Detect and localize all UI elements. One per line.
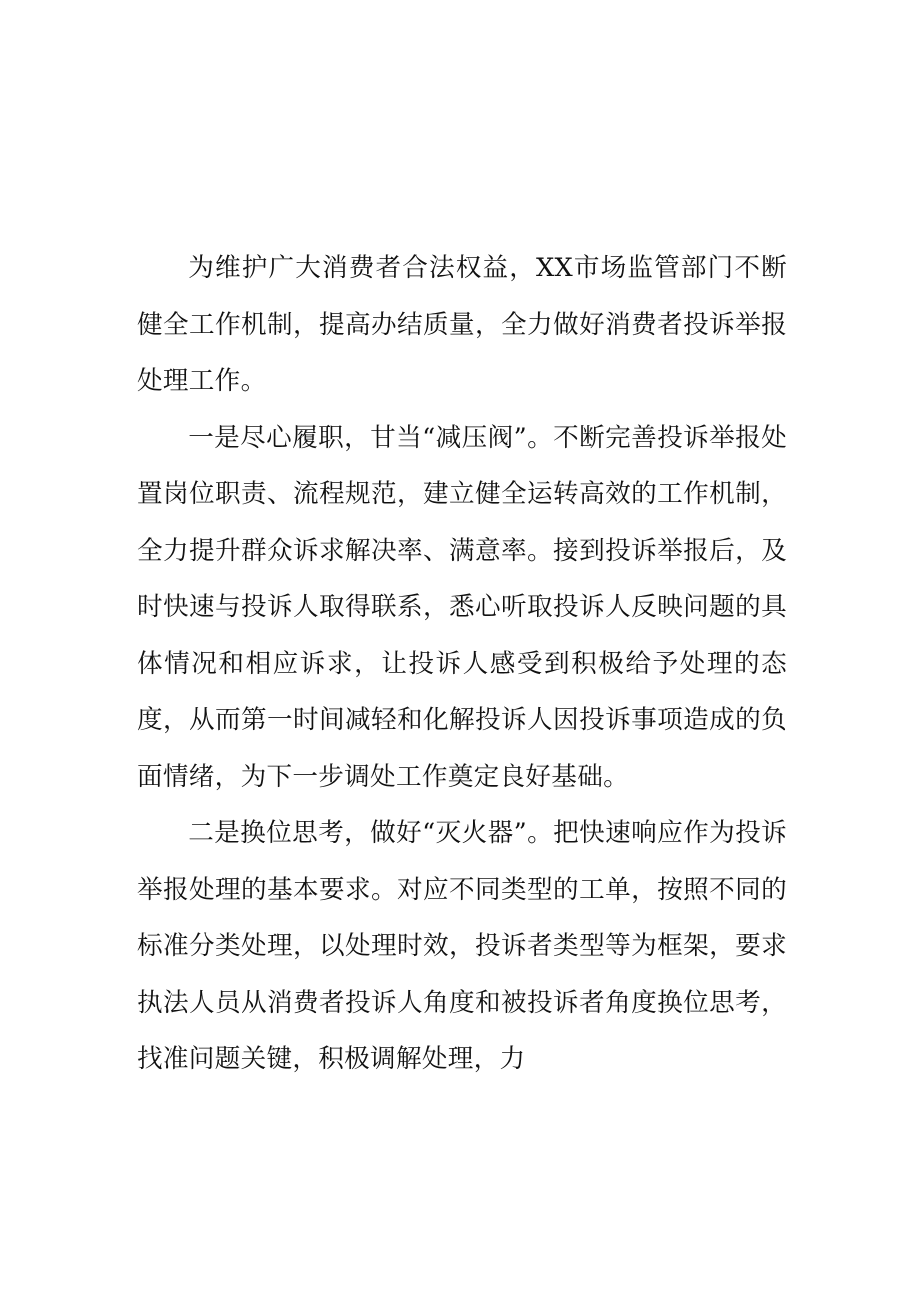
intro-paragraph: 为维护广大消费者合法权益，XX市场监管部门不断健全工作机制，提高办结质量，全力做好消费者投诉举报处理工作。 bbox=[137, 253, 787, 396]
second-measure-paragraph: 二是换位思考，做好“灭火器”。把快速响应作为投诉举报处理的基本要求。对应不同类型的工单，按照不同的标准分类处理，以处理时效，投诉者类型等为框架，要求执法人员从消费者投诉人角度和被投诉者角度换位思考，找准问题关键，积极调解处理，力 bbox=[137, 818, 787, 1074]
first-measure-paragraph: 一是尽心履职，甘当“减压阀”。不断完善投诉举报处置岗位职责、流程规范，建立健全运转高效的工作机制，全力提升群众诉求解决率、满意率。接到投诉举报后，及时快速与投诉人取得联系，悉心听取投诉人反映问题的具体情况和相应诉求，让投诉人感受到积极给予处理的态度，从而第一时间减轻和化解投诉人因投诉事项造成的负面情绪，为下一步调处工作奠定良好基础。 bbox=[137, 422, 787, 792]
document-body bbox=[137, 240, 787, 1088]
